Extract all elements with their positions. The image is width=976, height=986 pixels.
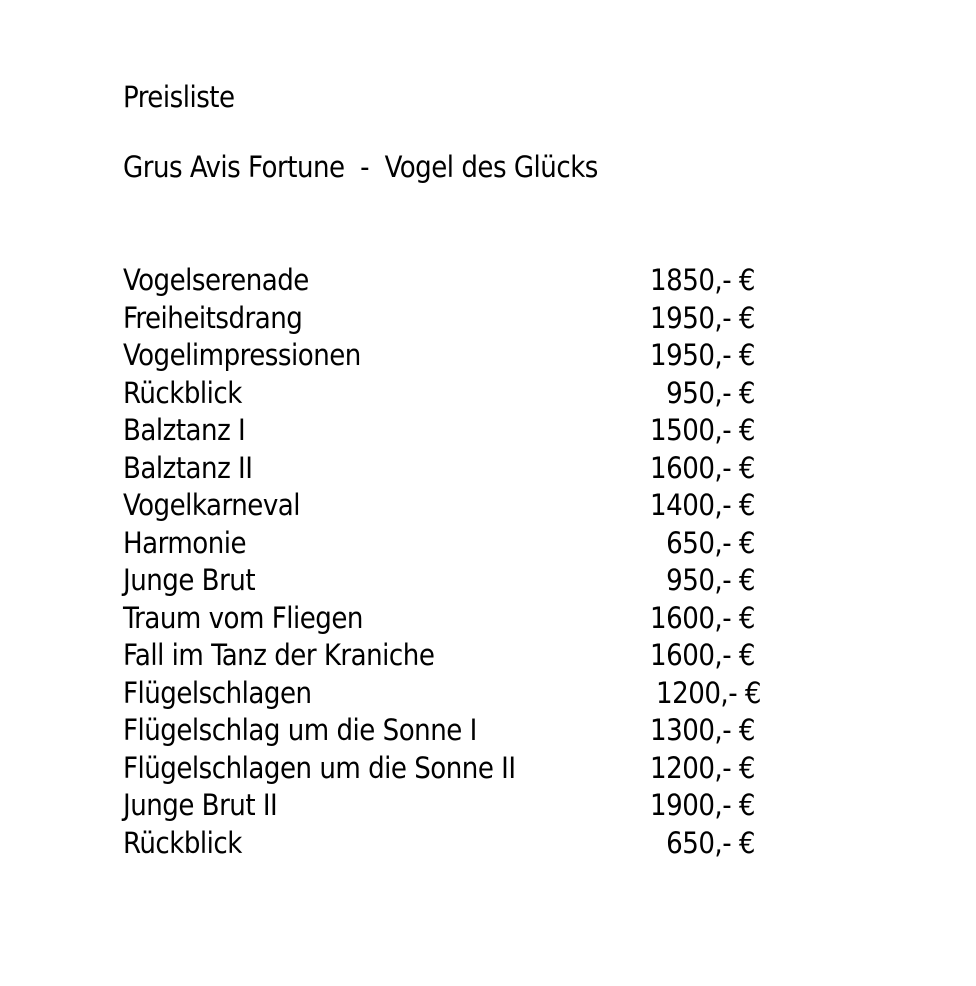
item-name: Junge Brut — [123, 563, 256, 597]
item-price: 1600,- € — [650, 600, 755, 635]
item-name: Freiheitsdrang — [123, 300, 303, 335]
item-name: Traum vom Fliegen — [123, 600, 363, 635]
price-row — [123, 375, 763, 413]
item-name: Junge Brut II — [123, 788, 278, 822]
item-name: Rückblick — [123, 375, 242, 410]
item-name: Harmonie — [123, 525, 247, 560]
item-price: 1400,- € — [650, 488, 755, 522]
price-row — [123, 412, 763, 450]
price-row — [123, 712, 763, 750]
item-price: 650,- € — [666, 825, 755, 860]
price-row — [123, 787, 763, 825]
price-row — [123, 600, 763, 638]
price-row — [123, 262, 763, 300]
item-name: Flügelschlag um die Sonne I — [123, 713, 477, 747]
item-price: 1600,- € — [650, 638, 755, 672]
item-name: Rückblick — [123, 825, 242, 860]
price-row — [123, 637, 763, 675]
page-subtitle: Grus Avis Fortune - Vogel des Glücks — [123, 150, 598, 184]
item-price: 1950,- € — [650, 338, 755, 372]
item-name: Vogelserenade — [123, 263, 309, 297]
price-list — [123, 262, 763, 862]
item-price: 950,- € — [666, 563, 755, 597]
item-name: Flügelschlagen um die Sonne II — [123, 750, 516, 785]
price-row — [123, 675, 763, 713]
item-name: Flügelschlagen — [123, 675, 312, 710]
price-row — [123, 750, 763, 788]
price-row — [123, 300, 763, 338]
price-row — [123, 525, 763, 563]
item-name: Vogelimpressionen — [123, 338, 361, 372]
price-row — [123, 487, 763, 525]
price-row — [123, 337, 763, 375]
item-name: Vogelkarneval — [123, 488, 300, 522]
item-price: 1500,- € — [650, 413, 755, 447]
price-row — [123, 825, 763, 863]
item-price: 950,- € — [666, 375, 755, 410]
item-price: 1200,- € — [656, 675, 761, 710]
item-price: 650,- € — [666, 525, 755, 560]
item-name: Balztanz II — [123, 450, 253, 485]
item-price: 1900,- € — [650, 788, 755, 822]
price-row — [123, 562, 763, 600]
item-price: 1850,- € — [650, 263, 755, 297]
item-name: Fall im Tanz der Kraniche — [123, 638, 435, 672]
price-row — [123, 450, 763, 488]
item-price: 1200,- € — [650, 750, 755, 785]
item-price: 1300,- € — [650, 713, 755, 747]
page-title: Preisliste — [123, 80, 235, 114]
item-name: Balztanz I — [123, 413, 246, 447]
item-price: 1950,- € — [650, 300, 755, 335]
item-price: 1600,- € — [650, 450, 755, 485]
